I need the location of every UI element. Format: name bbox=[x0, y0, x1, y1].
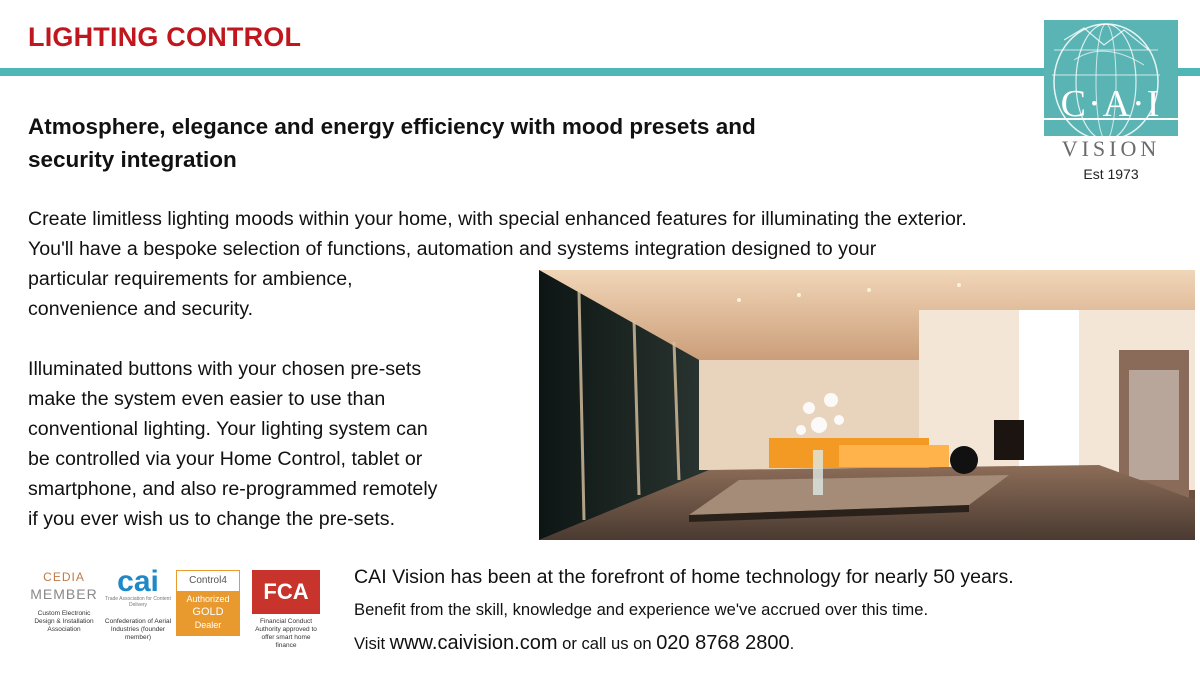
subtitle-line: security integration bbox=[28, 147, 237, 172]
intro-line: particular requirements for ambience, bbox=[28, 268, 353, 290]
control4-l3: Dealer bbox=[194, 620, 222, 630]
phone-number[interactable]: 020 8768 2800 bbox=[656, 632, 790, 654]
buttons-line: smartphone, and also re-programmed remotely bbox=[28, 478, 438, 500]
buttons-line: be controlled via your Home Control, tablet or bbox=[28, 448, 423, 470]
header-divider bbox=[0, 68, 1200, 76]
cedia-logo: CEDIA bbox=[43, 570, 85, 584]
cedia-badge bbox=[28, 570, 100, 634]
subtitle bbox=[28, 110, 928, 176]
interior-photo bbox=[539, 270, 1195, 540]
cedia-caption: Custom Electronic Design & Installation Association bbox=[34, 610, 94, 633]
buttons-line: if you ever wish us to change the pre-sets. bbox=[28, 508, 396, 530]
footer-visit: Visit bbox=[354, 634, 390, 653]
cedia-member: MEMBER bbox=[30, 586, 98, 602]
footer-line1: CAI Vision has been at the forefront of home technology for nearly 50 years. bbox=[354, 566, 1014, 588]
website-link[interactable]: www.caivision.com bbox=[389, 632, 558, 654]
logo-line2: VISION bbox=[1044, 136, 1178, 162]
logo-emblem bbox=[1044, 20, 1178, 162]
cai-logo: cai bbox=[117, 565, 159, 598]
buttons-line: conventional lighting. Your lighting system can bbox=[28, 418, 428, 440]
control4-gold-panel bbox=[177, 591, 239, 635]
fca-badge bbox=[252, 570, 320, 650]
footer-line3 bbox=[354, 632, 794, 655]
buttons-line: Illuminated buttons with your chosen pre-sets bbox=[28, 358, 422, 380]
cai-badge bbox=[102, 565, 174, 642]
footer-period: . bbox=[789, 634, 795, 653]
control4-badge bbox=[176, 570, 240, 636]
cai-vision-logo bbox=[1044, 20, 1178, 188]
fca-caption: Financial Conduct Authority approved to offer smart home finance bbox=[255, 618, 317, 649]
buttons-paragraph bbox=[28, 354, 528, 534]
footer-line2: Benefit from the skill, knowledge and experience we've accrued over this time. bbox=[354, 600, 929, 619]
logo-line1: C·A·I bbox=[1060, 83, 1162, 125]
control4-name: Control4 bbox=[177, 571, 239, 591]
subtitle-line: Atmosphere, elegance and energy efficiency with mood presets and bbox=[28, 114, 756, 139]
intro-line: You'll have a bespoke selection of functions, automation and systems integration designed to your bbox=[28, 238, 877, 260]
page-title: LIGHTING CONTROL bbox=[28, 22, 302, 52]
control4-l1: Authorized bbox=[186, 594, 230, 604]
intro-line: convenience and security. bbox=[28, 298, 254, 320]
cai-sub: Trade Association for Content Delivery bbox=[105, 596, 171, 608]
intro-line: Create limitless lighting moods within your home, with special enhanced features for illuminating the exterior. bbox=[28, 208, 967, 230]
control4-l2: GOLD bbox=[192, 606, 224, 618]
buttons-line: make the system even easier to use than bbox=[28, 388, 386, 410]
cai-caption: Confederation of Aerial Industries (founder member) bbox=[104, 618, 172, 641]
footer-call: or call us on bbox=[557, 634, 657, 653]
fca-logo: FCA bbox=[252, 570, 320, 614]
logo-est: Est 1973 bbox=[1083, 166, 1139, 182]
